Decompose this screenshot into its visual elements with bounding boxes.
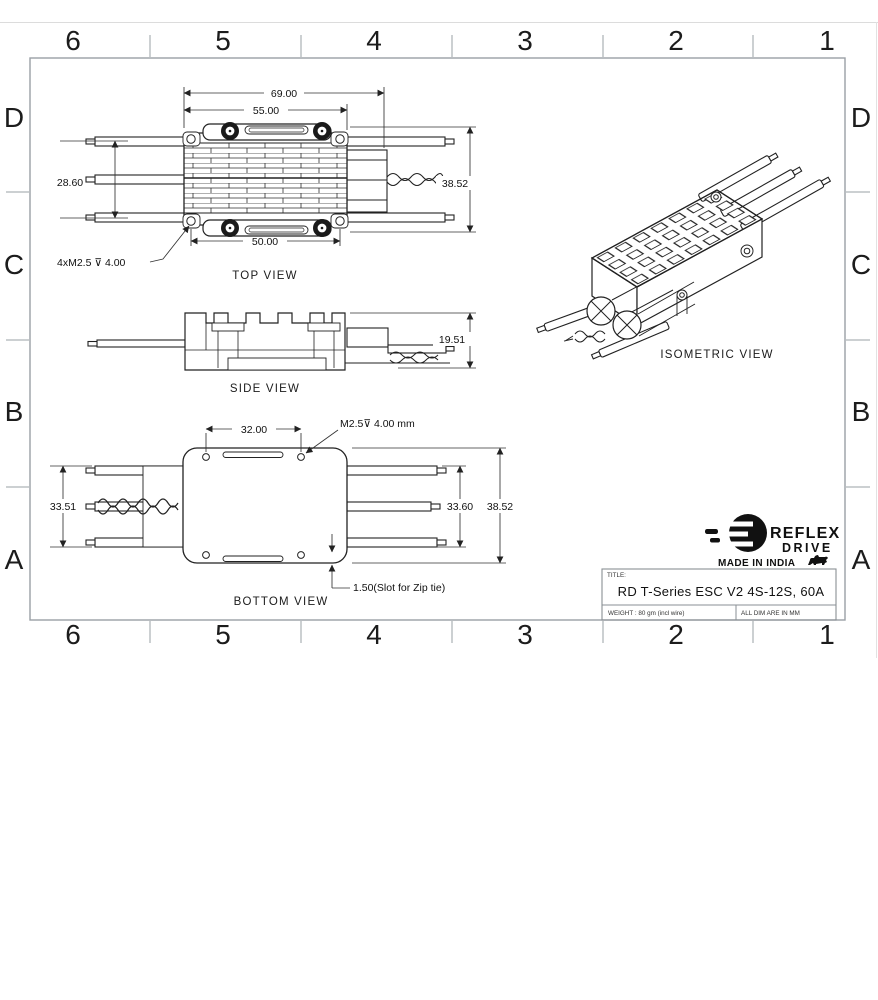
dimension-note: ALL DIM ARE IN MM (741, 610, 800, 617)
bottom-dim-left-height: 33.51 (49, 501, 77, 513)
grid-row-left: A (4, 544, 24, 575)
title-label: TITLE: (607, 572, 626, 579)
made-in-india-lion-icon (808, 555, 828, 565)
side-view-body (185, 313, 345, 370)
grid-col-top: 1 (819, 25, 835, 56)
grid-col-top: 5 (215, 25, 231, 56)
grid-row-left: D (3, 102, 25, 133)
side-view-twisted-wire (345, 352, 450, 363)
top-screw-callout: 4xM2.5 ⊽ 4.00 (57, 257, 126, 269)
isometric-view (536, 151, 831, 361)
top-dim-right-height: 38.52 (441, 178, 469, 190)
bottom-view-plate (183, 448, 347, 563)
grid-row-left: B (4, 396, 24, 427)
grid-row-left: C (3, 249, 25, 280)
top-view (57, 87, 476, 282)
grid-col-top: 6 (65, 25, 81, 56)
grid-col-bottom: 3 (517, 619, 533, 650)
made-in-india-label: MADE IN INDIA (718, 558, 796, 569)
grid-row-right: D (850, 102, 872, 133)
grid-col-top: 4 (366, 25, 382, 56)
grid-col-top: 2 (668, 25, 684, 56)
reflex-logo (705, 514, 840, 555)
side-view (88, 313, 476, 395)
page-edge-right (876, 22, 877, 658)
title-block (602, 514, 840, 620)
top-view-label: TOP VIEW (232, 270, 298, 282)
grid-col-bottom: 2 (668, 619, 684, 650)
grid-col-bottom: 6 (65, 619, 81, 650)
top-dim-mount-width: 50.00 (251, 236, 279, 248)
brand-name: REFLEX (770, 525, 841, 542)
bottom-screw-callout: M2.5⊽ 4.00 mm (340, 418, 415, 430)
bottom-dim-overall-height: 38.52 (486, 501, 514, 513)
page-edge-top (0, 22, 878, 23)
bottom-slot-callout: 1.50(Slot for Zip tie) (353, 582, 446, 594)
grid-col-bottom: 1 (819, 619, 835, 650)
iso-twisted-wire (564, 331, 605, 342)
bottom-dim-wire-height: 33.60 (446, 501, 474, 513)
drawing-title: RD T-Series ESC V2 4S-12S, 60A (617, 584, 825, 599)
weight-note: WEIGHT : 80 gm (incl wire) (608, 610, 685, 617)
bottom-view (44, 418, 519, 608)
top-dim-left-height: 28.60 (56, 177, 84, 189)
grid-row-right: C (850, 249, 872, 280)
grid-row-right: A (851, 544, 871, 575)
grid-col-top: 3 (517, 25, 533, 56)
bottom-dim-hole-spacing: 32.00 (240, 424, 268, 436)
bottom-view-label: BOTTOM VIEW (233, 596, 329, 608)
top-dim-body-width: 55.00 (252, 105, 280, 117)
side-dim-height: 19.51 (438, 334, 466, 346)
grid-row-right: B (851, 396, 871, 427)
side-view-label: SIDE VIEW (229, 383, 301, 395)
grid-col-bottom: 5 (215, 619, 231, 650)
brand-sub: DRIVE (782, 541, 833, 555)
top-view-twisted-wire (387, 174, 443, 186)
isometric-view-label: ISOMETRIC VIEW (660, 349, 774, 361)
top-dim-overall-width: 69.00 (270, 88, 298, 100)
grid-col-bottom: 4 (366, 619, 382, 650)
